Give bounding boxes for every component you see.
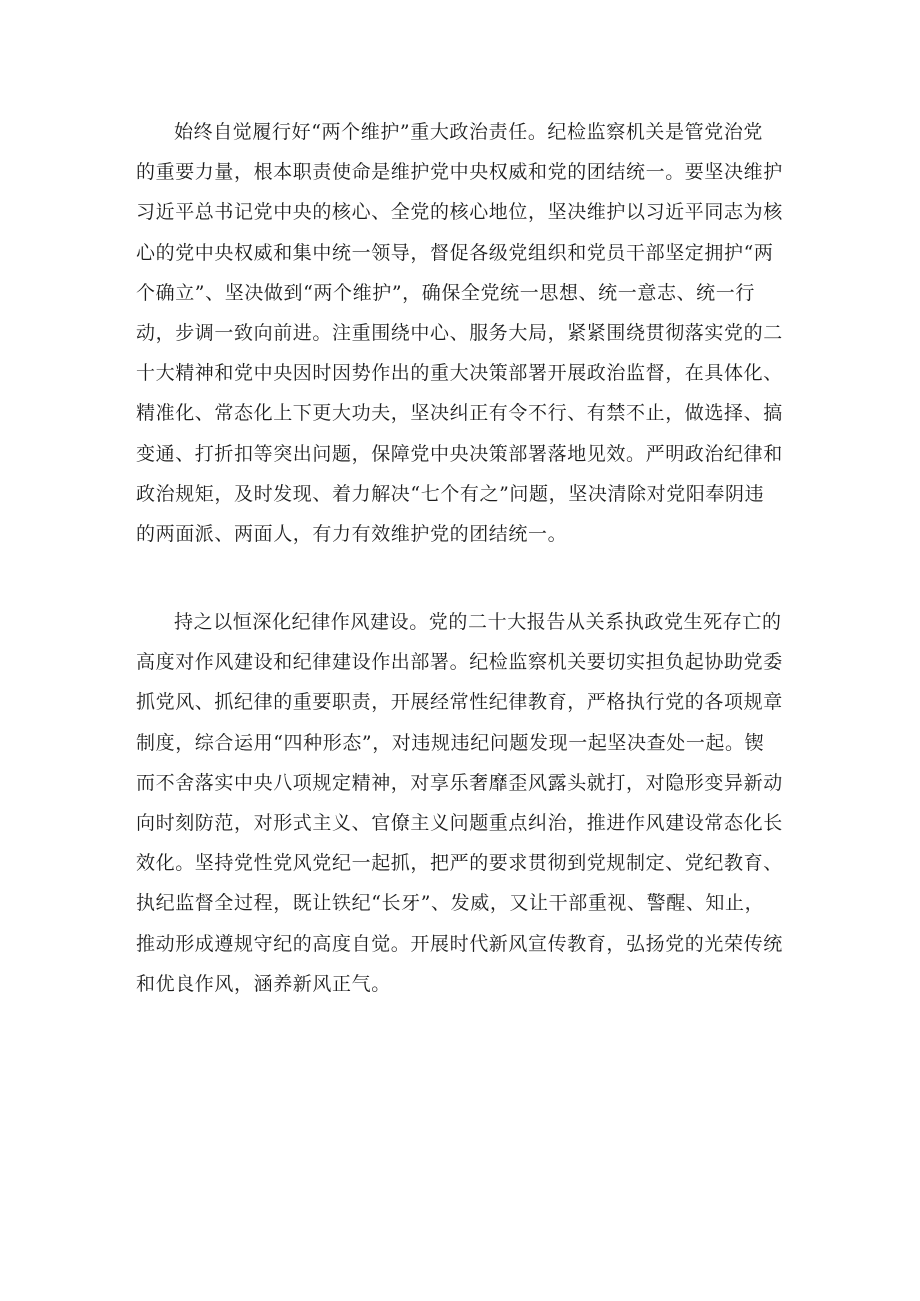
paragraph-line: 变通、打折扣等突出问题，保障党中央决策部署落地见效。严明政治纪律和 [136,442,783,465]
paragraph-line: 制度，综合运用“四种形态”，对违规违纪问题发现一起坚决查处一起。锲 [136,731,765,754]
paragraph-line: 的两面派、两面人，有力有效维护党的团结统一。 [136,522,568,545]
paragraph-line: 动，步调一致向前进。注重围绕中心、服务大局，紧紧围绕贯彻落实党的二 [136,321,783,344]
paragraph-line: 效化。坚持党性党风党纪一起抓，把严的要求贯彻到党规制定、党纪教育、 [136,852,783,875]
paragraph-line: 抓党风、抓纪律的重要职责，开展经常性纪律教育，严格执行党的各项规章 [136,691,783,714]
paragraph-line: 政治规矩，及时发现、着力解决“七个有之”问题，坚决清除对党阳奉阴违 [136,482,765,505]
paragraph-discipline-style [136,602,794,1004]
paragraph-line: 习近平总书记党中央的核心、全党的核心地位，坚决维护以习近平同志为核 [136,201,783,224]
paragraph-line: 推动形成遵规守纪的高度自觉。开展时代新风宣传教育，弘扬党的光荣传统 [136,932,783,955]
paragraph-line: 心的党中央权威和集中统一领导，督促各级党组织和党员干部坚定拥护“两 [136,241,774,264]
paragraph-line: 始终自觉履行好“两个维护”重大政治责任。纪检监察机关是管党治党 [174,121,764,143]
paragraph-two-safeguards [136,112,794,554]
paragraph-line: 的重要力量，根本职责使命是维护党中央权威和党的团结统一。要坚决维护 [136,161,783,184]
paragraph-line: 而不舍落实中央八项规定精神，对享乐奢靡歪风露头就打，对隐形变异新动 [136,771,783,794]
paragraph-line: 和优良作风，涵养新风正气。 [136,972,391,995]
paragraph-line: 十大精神和党中央因时因势作出的重大决策部署开展政治监督，在具体化、 [136,362,783,385]
document-body [136,112,794,1004]
paragraph-line: 个确立”、坚决做到“两个维护”，确保全党统一思想、统一意志、统一行 [136,281,755,304]
paragraph-line: 精准化、常态化上下更大功夫，坚决纠正有令不行、有禁不止，做选择、搞 [136,402,783,425]
paragraph-line: 向时刻防范，对形式主义、官僚主义问题重点纠治，推进作风建设常态化长 [136,812,783,834]
paragraph-line: 高度对作风建设和纪律建设作出部署。纪检监察机关要切实担负起协助党委 [136,651,783,674]
paragraph-line: 执纪监督全过程，既让铁纪“长牙”、发威，又让干部重视、警醒、知止， [136,892,765,915]
paragraph-line: 持之以恒深化纪律作风建设。党的二十大报告从关系执政党生死存亡的 [174,611,782,634]
